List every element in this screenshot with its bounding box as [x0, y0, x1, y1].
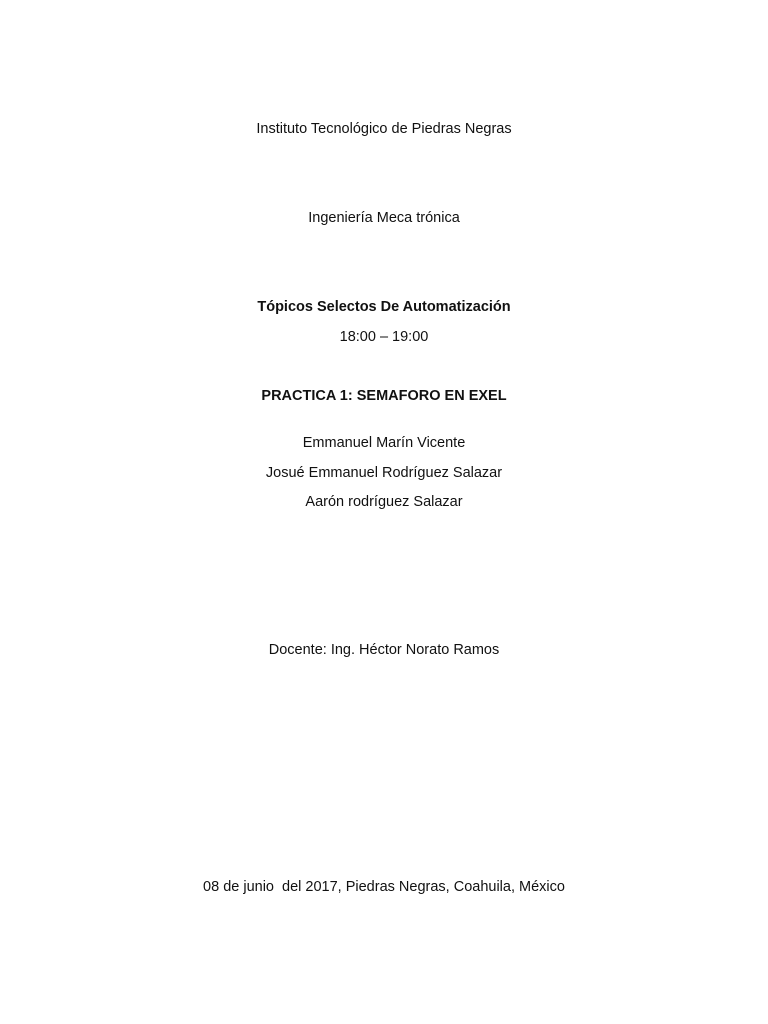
date-place: 08 de junio del 2017, Piedras Negras, Coahuila, México — [203, 879, 565, 895]
teacher-name: Docente: Ing. Héctor Norato Ramos — [268, 642, 500, 658]
subject-title: Tópicos Selectos De Automatización — [257, 299, 511, 315]
schedule-time: 18:00 – 19:00 — [339, 329, 429, 345]
practice-title: PRACTICA 1: SEMAFORO EN EXEL — [261, 388, 507, 404]
career-name: Ingeniería Meca trónica — [308, 210, 460, 226]
author-name: Emmanuel Marín Vicente — [302, 435, 466, 451]
author-name: Aarón rodríguez Salazar — [305, 494, 463, 510]
institution-name: Instituto Tecnológico de Piedras Negras — [256, 121, 512, 137]
author-name: Josué Emmanuel Rodríguez Salazar — [265, 465, 503, 481]
